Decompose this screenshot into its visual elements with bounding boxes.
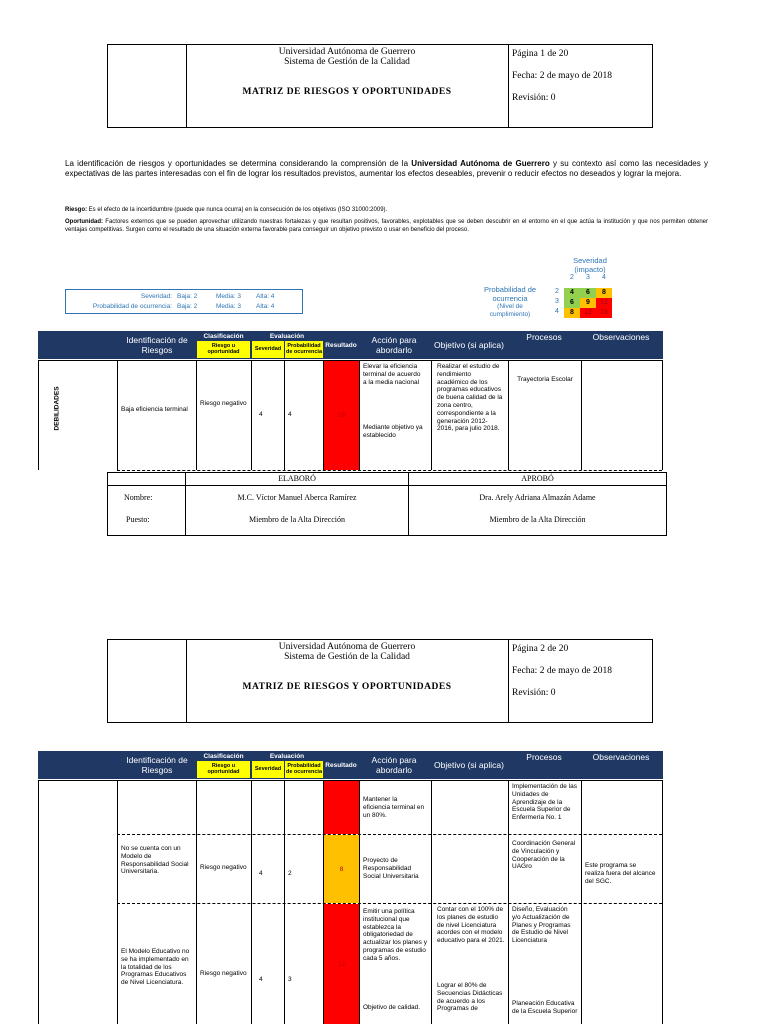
p2-r1-proceso: Implementación de las Unidades de Aprendizaje de la Escuela Superior de Enfermería No. 1 <box>512 783 578 822</box>
system-name-2: Sistema de Gestión de la Calidad <box>284 652 410 662</box>
system-name: Sistema de Gestión de la Calidad <box>284 57 410 67</box>
legend-box <box>65 289 303 314</box>
page2-header-box <box>107 639 653 723</box>
th2-procesos: Procesos <box>526 752 562 762</box>
p1-riesgo: Baja eficiencia terminal <box>121 406 188 413</box>
p1-vline-0 <box>38 360 39 470</box>
p1-prob: 4 <box>288 411 292 418</box>
legend-sev-media: Media: 3 <box>216 293 241 300</box>
th2-resultado: Resultado <box>325 761 357 769</box>
th2-accion: Acción para abordarlo <box>371 755 417 775</box>
sig-aprobo-nombre: Dra. Arely Adriana Almazán Adame <box>479 493 596 502</box>
p2-r2-obs: Este programa se realiza fuera del alcance del SGC. <box>585 862 656 885</box>
p2-r3-accion-2: Objetivo de calidad. <box>363 1004 421 1011</box>
matrix-cell: 12 <box>596 298 612 308</box>
page-number: Página 1 de 20 <box>512 49 569 59</box>
p2-vline-4 <box>284 780 285 1024</box>
matrix-title: Severidad <box>573 256 607 265</box>
sig-nombre-label: Nombre: <box>124 493 153 502</box>
th2-clasificacion: Clasificación <box>203 752 244 760</box>
p2-vline-2 <box>196 780 197 1024</box>
th2-identificacion: Identificación de Riesgos <box>126 755 188 775</box>
sig-elaboro-nombre: M.C. Víctor Manuel Aberca Ramírez <box>237 493 357 502</box>
p1-bottom-dash <box>117 470 662 471</box>
matrix-row-label-3: 3 <box>555 298 559 305</box>
p1-vline-10 <box>662 360 663 470</box>
matrix-row-label-4: 4 <box>555 308 559 315</box>
document-title-2: MATRIZ DE RIESGOS Y OPORTUNIDADES <box>242 682 452 692</box>
p2-r2-accion: Proyecto de Responsabilidad Social Universitaria <box>363 857 419 880</box>
signature-block <box>107 472 667 536</box>
p2-dash-1 <box>117 834 662 835</box>
document-date: Fecha: 2 de mayo de 2018 <box>512 71 612 81</box>
p2-vline-6 <box>359 780 360 1024</box>
matrix-cell: 4 <box>564 288 580 298</box>
matrix-ylabel-2: ocurrencia <box>492 294 528 303</box>
sig-elaboro-puesto: Miembro de la Alta Dirección <box>249 515 345 524</box>
p2-r1-accion: Mantener la eficiencia terminal en un 80%. <box>363 796 425 819</box>
p2-r3-prob: 3 <box>288 976 292 983</box>
sig-aprobo-puesto: Miembro de la Alta Dirección <box>489 515 586 524</box>
category-debilidades: DEBILIDADES <box>53 386 61 431</box>
p2-r3-proceso-2: Planeación Educativa de la Escuela Superior <box>512 1000 578 1015</box>
header-center <box>186 45 509 127</box>
university-name: Universidad Autónoma de Guerrero <box>278 47 416 57</box>
document-revision-2: Revisión: 0 <box>512 688 556 698</box>
p1-vline-1 <box>117 360 118 470</box>
p1-sev: 4 <box>259 411 263 418</box>
p2-r3-tipo: Riesgo negativo <box>200 970 247 977</box>
risk-matrix <box>470 256 670 322</box>
sig-elaboro-title: ELABORÓ <box>278 474 316 483</box>
p2-vline-8 <box>508 780 509 1024</box>
th-probabilidad: Probabilidad de ocurrencia <box>285 341 323 358</box>
p2-r2-sev: 4 <box>259 870 263 877</box>
intro-university: Universidad Autónoma de Guerrero <box>411 159 550 168</box>
p2-r2-proceso: Coordinación General de Vinculación y Cooperación de la UAGro <box>512 840 576 871</box>
p2-r3-proceso-1: Diseño, Evaluación y/o Actualización de Planes y Programas de Estudio de Nivel Licenciatura <box>512 906 571 945</box>
p2-r3-accion-1: Emitir una política institucional que establezca la obligatoriedad de actualizar los planes y programas de estudio cada 5 años. <box>363 908 427 962</box>
th2-severidad: Severidad <box>252 761 284 778</box>
header-logo-area <box>108 45 187 127</box>
matrix-row-label-2: 2 <box>555 288 559 295</box>
sig-aprobo-title: APROBÓ <box>521 474 554 483</box>
matrix-col-label-2: 2 <box>570 274 574 281</box>
intro-text-1: La identificación de riesgos y oportunidades se determina considerando la comprensión de la <box>65 159 412 168</box>
page2-table-header <box>38 751 663 779</box>
header2-center <box>186 640 509 722</box>
p1-accion-1: Elevar la eficiencia terminal de acuerdo a la media nacional <box>363 363 421 386</box>
p1-vline-3 <box>251 360 252 470</box>
p2-vline-9 <box>581 780 582 1024</box>
p1-vline-7 <box>431 360 432 470</box>
matrix-cell: 16 <box>596 308 612 318</box>
p2-dash-2 <box>117 903 662 904</box>
p1-vline-2 <box>196 360 197 470</box>
matrix-ylabel-4: cumplimiento) <box>489 311 531 318</box>
legend-severidad-label: Severidad: <box>140 293 172 300</box>
th-riesgo-oportunidad: Riesgo u oportunidad <box>197 341 250 358</box>
p2-r3-objetivo-1: Contar con el 100% de los planes de estudio de nivel Licenciatura acordes con el modelo educativo para el 2021. <box>437 906 505 945</box>
matrix-cell: 6 <box>580 288 596 298</box>
matrix-cell: 8 <box>564 308 580 318</box>
oportunidad-text: Factores externos que se pueden aprovechar utilizando nuestras fortalezas y que resultan positivos, favorables, explotables que se deben descubrir en el entorno en el que actúa la institución y que nos permiten obtener ventajas competitivas. Surgen como el resultado de una situación externa favorable para conseguir un objetivo previsto o usar en beneficio del proceso. <box>65 219 708 233</box>
page1-table-header <box>38 331 663 359</box>
legend-sev-alta: Alta: 4 <box>256 293 275 300</box>
page-number-2: Página 2 de 20 <box>512 644 569 654</box>
p2-r2-resultado-cell: 8 <box>324 835 359 903</box>
p2-vline-3 <box>251 780 252 1024</box>
oportunidad-label: Oportunidad: <box>65 219 103 225</box>
legend-prob-alta: Alta: 4 <box>256 303 275 310</box>
th2-objetivo: Objetivo (si aplica) <box>434 760 504 770</box>
intro-paragraph <box>65 159 708 180</box>
th2-evaluacion: Evaluación <box>269 752 305 760</box>
p2-vline-10 <box>662 780 663 1024</box>
p2-vline-0 <box>38 780 39 1024</box>
p2-r2-riesgo: No se cuenta con un Modelo de Responsabilidad Social Universitaria. <box>121 845 189 876</box>
matrix-cell: 8 <box>596 288 612 298</box>
intro-text-2: y su contexto así como las necesidades y expectativas de las partes interesadas con el fin de lograr los resultados previstos, aumentar los efectos deseables, prevenir o reducir efectos no deseados y lograr la mejora. <box>65 159 708 179</box>
th-identificacion: Identificación de Riesgos <box>126 335 188 355</box>
p1-proceso: Trayectoria Escolar <box>517 376 573 383</box>
p1-tipo: Riesgo negativo <box>200 400 247 407</box>
riesgo-definition <box>65 207 708 215</box>
document-title: MATRIZ DE RIESGOS Y OPORTUNIDADES <box>242 87 452 97</box>
riesgo-text: Es el efecto de la incertidumbre (puede que nunca ocurra) en la consecución de los objetivos (ISO 31000:2009). <box>87 207 388 213</box>
matrix-col-label-3: 3 <box>586 274 590 281</box>
p1-vline-4 <box>284 360 285 470</box>
page1-header-box <box>107 44 653 128</box>
legend-sev-baja: Baja: 2 <box>177 293 198 300</box>
p1-vline-6 <box>359 360 360 470</box>
riesgo-label: Riesgo: <box>65 207 88 213</box>
p1-accion-2: Mediante objetivo ya establecido <box>363 424 423 439</box>
p1-vline-9 <box>581 360 582 470</box>
matrix-cell: 12 <box>580 308 596 318</box>
document-revision: Revisión: 0 <box>512 93 556 103</box>
matrix-cell: 6 <box>564 298 580 308</box>
th-procesos: Procesos <box>526 332 562 342</box>
th-accion: Acción para abordarlo <box>371 335 417 355</box>
legend-prob-baja: Baja: 2 <box>177 303 198 310</box>
header2-logo-area <box>108 640 187 722</box>
matrix-subtitle: (impacto) <box>574 265 606 274</box>
legend-probabilidad-label: Probabilidad de ocurrencia: <box>92 303 172 310</box>
p2-r3-resultado-cell: 12 <box>324 904 359 1024</box>
th-resultado: Resultado <box>325 341 357 349</box>
university-name-2: Universidad Autónoma de Guerrero <box>278 642 416 652</box>
th-objetivo: Objetivo (si aplica) <box>434 340 504 350</box>
matrix-ylabel-3: (Nivel de <box>497 303 523 310</box>
p1-resultado-cell: 16 <box>324 361 359 470</box>
th-observaciones: Observaciones <box>592 332 650 342</box>
th2-observaciones: Observaciones <box>592 752 650 762</box>
p2-r1-resultado-cell <box>324 781 359 834</box>
header-right <box>508 45 652 127</box>
p1-objetivo: Realizar el estudio de rendimiento académico de los programas educativos de buena calidad de la zona centro, correspondiente a la generación 2012-2016, para julio 2018. <box>437 363 503 433</box>
p2-r2-tipo: Riesgo negativo <box>200 864 247 871</box>
th-evaluacion: Evaluación <box>269 332 305 340</box>
th2-riesgo-oportunidad: Riesgo u oportunidad <box>197 761 250 778</box>
header2-right <box>508 640 652 722</box>
th-severidad: Severidad <box>252 341 284 358</box>
p2-vline-1 <box>117 780 118 1024</box>
matrix-cell: 9 <box>580 298 596 308</box>
p2-vline-7 <box>431 780 432 1024</box>
p2-r3-objetivo-2: Lograr el 80% de Secuencias Didácticas de acuerdo a los Programas de <box>437 982 503 1013</box>
matrix-col-label-4: 4 <box>602 274 606 281</box>
th-clasificacion: Clasificación <box>203 332 244 340</box>
sig-header-line <box>108 485 666 486</box>
p2-r3-sev: 4 <box>259 976 263 983</box>
document-date-2: Fecha: 2 de mayo de 2018 <box>512 666 612 676</box>
oportunidad-definition <box>65 219 708 235</box>
sig-puesto-label: Puesto: <box>126 515 150 524</box>
th2-probabilidad: Probabilidad de ocurrencia <box>285 761 323 778</box>
legend-prob-media: Media: 3 <box>216 303 241 310</box>
p2-r2-prob: 2 <box>288 870 292 877</box>
matrix-ylabel-1: Probabilidad de <box>483 285 537 294</box>
p1-vline-8 <box>508 360 509 470</box>
p2-r3-riesgo: El Modelo Educativo no se ha implementado en la totalidad de los Programas Educativos de Nivel Licenciatura. <box>121 948 190 987</box>
